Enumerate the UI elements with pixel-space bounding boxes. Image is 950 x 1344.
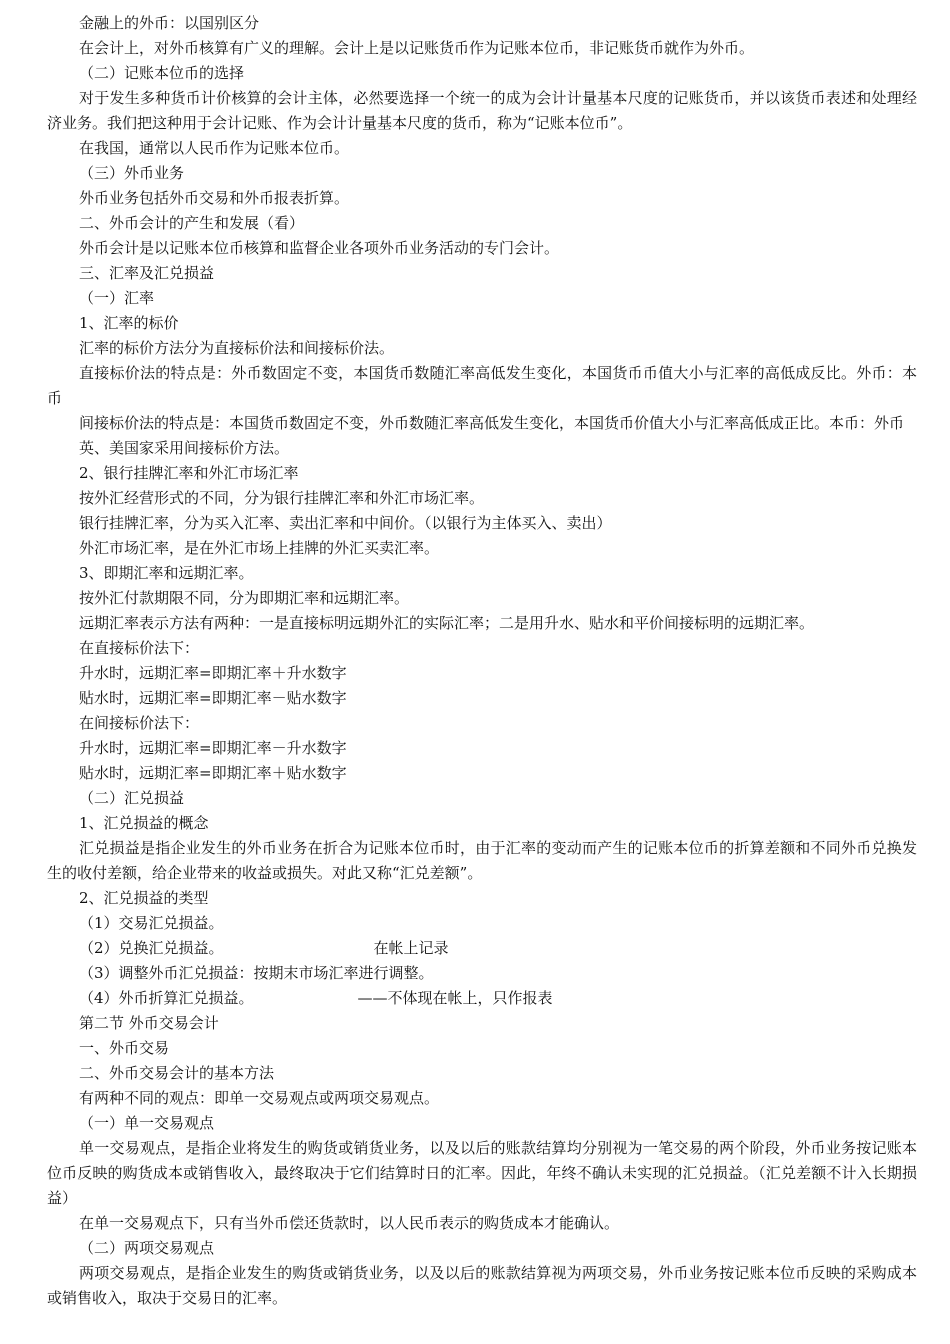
- text-line: 银行挂牌汇率，分为买入汇率、卖出汇率和中间价。（以银行为主体买入、卖出）: [79, 514, 612, 532]
- text-line: 在会计上，对外币核算有广义的理解。会计上是以记账货币作为记账本位币，非记账货币就作为外币。: [79, 39, 755, 57]
- section-heading: （三）外币业务: [79, 164, 185, 182]
- text-line: 英、美国家采用间接标价方法。: [79, 439, 290, 457]
- section-heading: 3、即期汇率和远期汇率。: [79, 564, 254, 582]
- text-line: 外币业务包括外币交易和外币报表折算。: [79, 189, 350, 207]
- paragraph: 对于发生多种货币计价核算的会计主体，必然要选择一个统一的成为会计计量基本尺度的记账货币，并以该货币表述和处理经济业务。我们把这种用于会计记账、作为会计计量基本尺度的货币，称为“记账本位币”。: [47, 89, 917, 132]
- section-heading: （二）两项交易观点: [79, 1239, 215, 1257]
- paragraph: 两项交易观点，是指企业发生的购货或销货业务，以及以后的账款结算视为两项交易，外币业务按记账本位币反映的采购成本或销售收入，取决于交易日的汇率。: [47, 1264, 917, 1307]
- section-heading: 2、银行挂牌汇率和外汇市场汇率: [79, 464, 299, 482]
- section-heading: （一）单一交易观点: [79, 1114, 215, 1132]
- text-line: 按外汇经营形式的不同，分为银行挂牌汇率和外汇市场汇率。: [79, 489, 485, 507]
- chapter-heading: 第二节 外币交易会计: [79, 1014, 219, 1032]
- list-item-note: 在帐上记录: [373, 939, 449, 957]
- list-item-text: （2）兑换汇兑损益。: [79, 939, 224, 957]
- formula-line: 升水时，远期汇率=即期汇率＋升水数字: [79, 664, 347, 682]
- list-item-text: （4）外币折算汇兑损益。: [79, 989, 254, 1007]
- paragraph: 汇兑损益是指企业发生的外币业务在折合为记账本位币时，由于汇率的变动而产生的记账本位币的折算差额和不同外币兑换发生的收付差额，给企业带来的收益或损失。对此又称“汇兑差额”。: [47, 839, 917, 882]
- text-line: 远期汇率表示方法有两种：一是直接标明远期外汇的实际汇率；二是用升水、贴水和平价间接标明的远期汇率。: [79, 614, 815, 632]
- list-item: （3）调整外币汇兑损益：按期末市场汇率进行调整。: [79, 964, 434, 982]
- text-line: 按外汇付款期限不同，分为即期汇率和远期汇率。: [79, 589, 410, 607]
- text-line: 外币会计是以记账本位币核算和监督企业各项外币业务活动的专门会计。: [79, 239, 560, 257]
- formula-line: 贴水时，远期汇率=即期汇率－贴水数字: [79, 689, 347, 707]
- section-heading: 三、汇率及汇兑损益: [79, 264, 215, 282]
- paragraph: 直接标价法的特点是：外币数固定不变，本国货币数随汇率高低发生变化，本国货币币值大小与汇率的高低成反比。外币：本币: [47, 364, 917, 407]
- paragraph: 单一交易观点，是指企业将发生的购货或销货业务，以及以后的账款结算均分别视为一笔交易的两个阶段，外币业务按记账本位币反映的购货成本或销售收入，最终取决于它们结算时日的汇率。因此，年终不确认未实现的汇兑损益。（汇兑差额不计入长期损益）: [47, 1139, 917, 1207]
- text-line: 有两种不同的观点：即单一交易观点或两项交易观点。: [79, 1089, 440, 1107]
- text-line: 在我国，通常以人民币作为记账本位币。: [79, 139, 350, 157]
- section-heading: 二、外币交易会计的基本方法: [79, 1064, 275, 1082]
- paragraph: 间接标价法的特点是：本国货币数固定不变，外币数随汇率高低发生变化，本国货币价值大小与汇率高低成正比。本币：外币: [79, 414, 905, 432]
- formula-line: 贴水时，远期汇率=即期汇率＋贴水数字: [79, 764, 347, 782]
- section-heading: （二）汇兑损益: [79, 789, 185, 807]
- list-item: [47, 936, 917, 961]
- text-line: 外汇市场汇率，是在外汇市场上挂牌的外汇买卖汇率。: [79, 539, 440, 557]
- text-line: 在间接标价法下：: [79, 714, 200, 732]
- list-item: （1）交易汇兑损益。: [79, 914, 224, 932]
- text-line: 汇率的标价方法分为直接标价法和间接标价法。: [79, 339, 395, 357]
- list-item-note: ——不体现在帐上，只作报表: [357, 989, 553, 1007]
- section-heading: 一、外币交易: [79, 1039, 170, 1057]
- section-heading: 1、汇兑损益的概念: [79, 814, 209, 832]
- text-line: 在单一交易观点下，只有当外币偿还货款时，以人民币表示的购货成本才能确认。: [79, 1214, 620, 1232]
- section-heading: （二）记账本位币的选择: [79, 64, 245, 82]
- formula-line: 升水时，远期汇率=即期汇率－升水数字: [79, 739, 347, 757]
- text-line: 在直接标价法下：: [79, 639, 200, 657]
- section-heading: 2、汇兑损益的类型: [79, 889, 209, 907]
- document-page: [47, 11, 917, 1311]
- section-heading: 1、汇率的标价: [79, 314, 179, 332]
- text-line: 金融上的外币：以国别区分: [79, 14, 260, 32]
- section-heading: （一）汇率: [79, 289, 155, 307]
- list-item: [47, 986, 917, 1011]
- section-heading: 二、外币会计的产生和发展（看）: [79, 214, 305, 232]
